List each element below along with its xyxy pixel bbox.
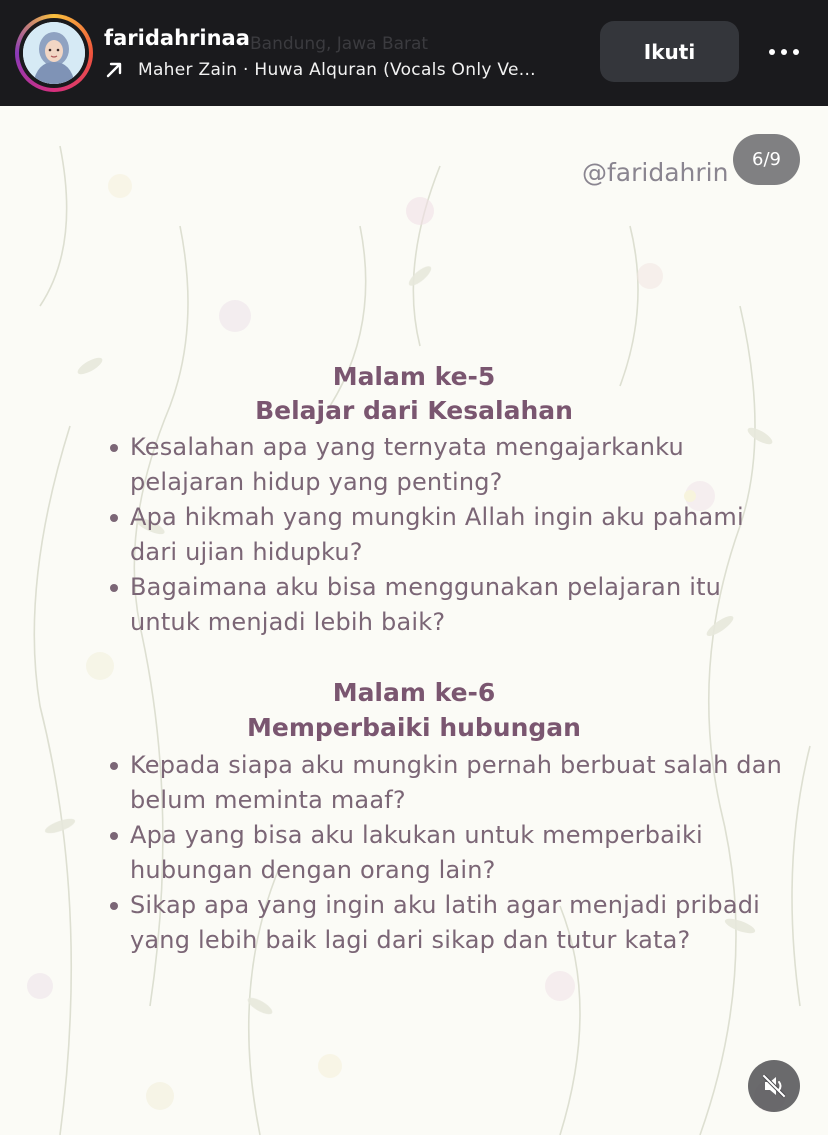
follow-button[interactable]: Ikuti [600,21,739,82]
list-item: Apa hikmah yang mungkin Allah ingin aku pahami dari ujian hidupku? [110,500,790,570]
section-6-subtitle: Memperbaiki hubungan [247,713,581,742]
section-5-title: Malam ke-5 [332,362,496,391]
speaker-muted-icon [761,1073,787,1099]
post-header [0,0,828,106]
mute-button[interactable] [748,1060,800,1112]
music-track-label: Maher Zain · Huwa Alquran (Vocals Only Ve... [138,60,536,80]
avatar[interactable] [23,22,85,84]
carousel-counter: 6/9 [733,134,800,185]
list-item: Kepada siapa aku mungkin pernah berbuat salah dan belum meminta maaf? [110,748,790,818]
list-item: Apa yang bisa aku lakukan untuk memperbaiki hubungan dengan orang lain? [110,818,790,888]
music-attribution[interactable] [104,58,536,82]
section-6-bullets [110,748,790,958]
watermark-handle: @faridahrin [582,158,729,187]
list-item: Kesalahan apa yang ternyata mengajarkanku pelajaran hidup yang penting? [110,430,790,500]
section-5-bullets [110,430,790,640]
list-item: Sikap apa yang ingin aku latih agar menjadi pribadi yang lebih baik lagi dari sikap dan tutur kata? [110,888,790,958]
arrow-up-right-icon [104,60,124,80]
username-link[interactable]: faridahrinaa [104,26,250,50]
section-6-title: Malam ke-6 [332,678,496,707]
post-image[interactable] [0,106,828,1135]
section-5-subtitle: Belajar dari Kesalahan [255,396,573,425]
story-ring[interactable] [15,14,93,92]
location-label: Bandung, Jawa Barat [250,34,429,54]
list-item: Bagaimana aku bisa menggunakan pelajaran itu untuk menjadi lebih baik? [110,570,790,640]
more-horizontal-icon[interactable] [762,36,806,68]
